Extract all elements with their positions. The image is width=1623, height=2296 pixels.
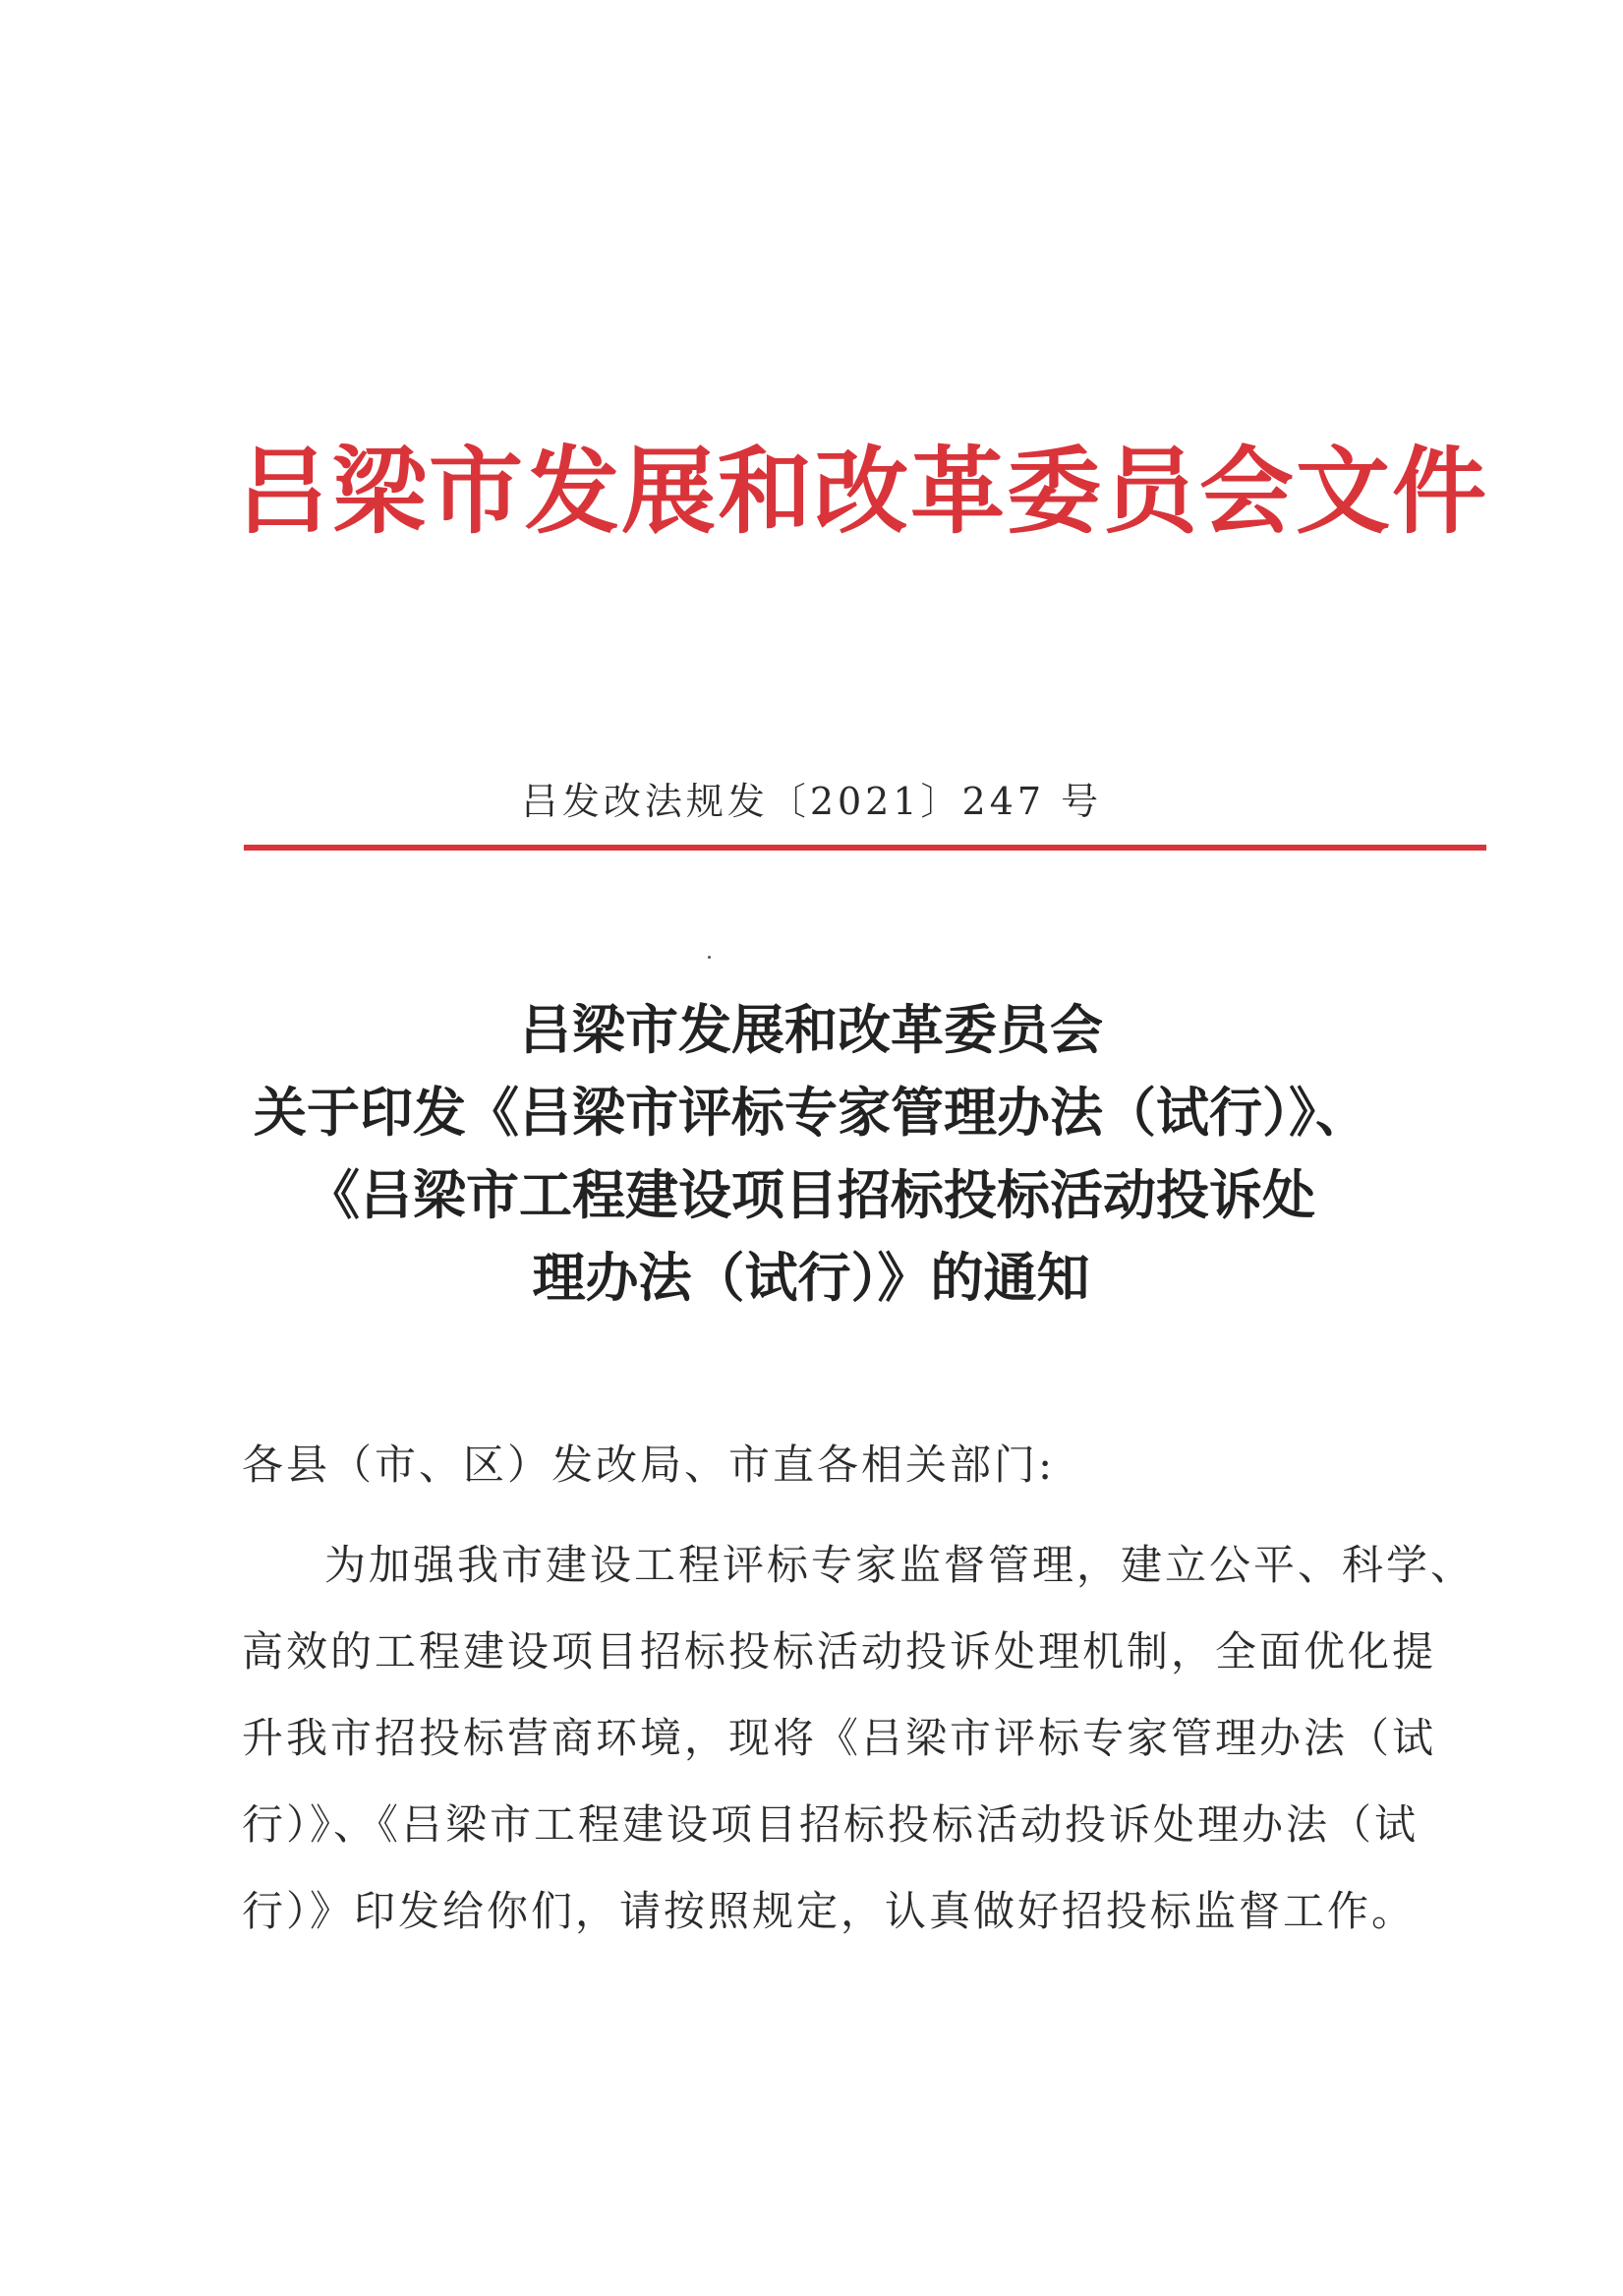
document-masthead: 吕梁市发展和改革委员会文件 bbox=[236, 436, 1488, 547]
title-line: 理办法（试行）》的通知 bbox=[532, 1246, 1090, 1309]
addressee-line: 各县（市、区）发改局、市直各相关部门: bbox=[242, 1441, 1056, 1489]
title-line: 《吕梁市工程建设项目招标投标活动投诉处 bbox=[307, 1163, 1315, 1226]
document-number: 吕发改法规发〔2021〕247 号 bbox=[520, 780, 1103, 823]
title-line: 吕梁市发展和改革委员会 bbox=[519, 998, 1103, 1061]
body-line: 行）》印发给你们，请按照规定，认真做好招投标监督工作。 bbox=[242, 1887, 1417, 1935]
scan-dot-mark bbox=[708, 956, 711, 959]
title-line: 关于印发《吕梁市评标专家管理办法（试行）》、 bbox=[254, 1081, 1368, 1144]
red-divider-rule bbox=[244, 845, 1486, 851]
notice-title bbox=[177, 988, 1445, 1319]
body-line: 为加强我市建设工程评标专家监督管理，建立公平、科学、 bbox=[324, 1541, 1476, 1589]
body-paragraph bbox=[242, 1522, 1476, 1955]
body-line: 升我市招投标营商环境，现将《吕梁市评标专家管理办法（试 bbox=[242, 1714, 1437, 1762]
body-line: 行）》、《吕梁市工程建设项目招标投标活动投诉处理办法（试 bbox=[242, 1800, 1420, 1849]
body-line: 高效的工程建设项目招标投标活动投诉处理机制，全面优化提 bbox=[242, 1627, 1437, 1676]
